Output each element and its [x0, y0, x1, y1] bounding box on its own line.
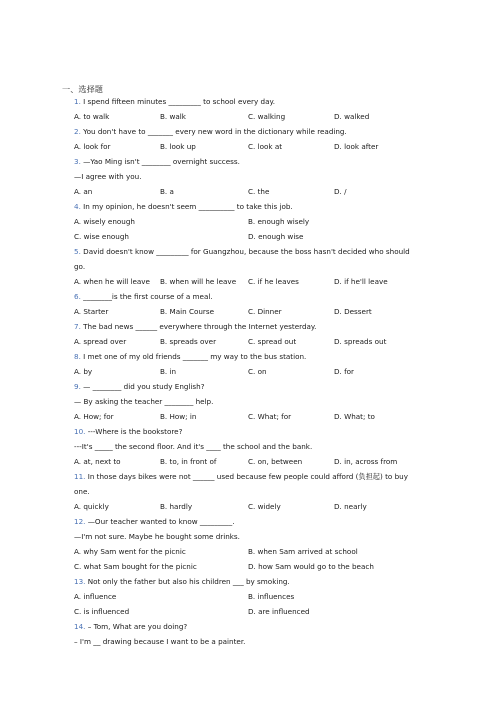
question-3-option-d[interactable]: D. /: [334, 187, 347, 196]
question-text: ________is the first course of a meal.: [83, 292, 213, 301]
question-text: I met one of my old friends _______ my way to the bus station.: [83, 352, 307, 361]
question-6-stem: [74, 292, 213, 302]
question-11-stem-line: one.: [74, 487, 90, 496]
question-5-option-b[interactable]: B. when will he leave: [160, 277, 237, 286]
question-13-option-c[interactable]: C. is influenced: [74, 607, 130, 616]
question-number: 7.: [74, 322, 84, 331]
question-number: 3.: [74, 157, 84, 166]
question-3-option-b[interactable]: B. a: [160, 187, 174, 196]
question-6-option-d[interactable]: D. Dessert: [334, 307, 372, 316]
question-number: 5.: [74, 247, 84, 256]
question-10-option-a[interactable]: A. at, next to: [74, 457, 121, 466]
question-text: — ________ did you study English?: [83, 382, 205, 391]
question-9-option-c[interactable]: C. What; for: [248, 412, 292, 421]
question-number: 10.: [74, 427, 88, 436]
question-4-option-c[interactable]: C. wise enough: [74, 232, 129, 241]
question-text: I spend fifteen minutes _________ to school every day.: [83, 97, 276, 106]
question-1-option-d[interactable]: D. walked: [334, 112, 370, 121]
question-14-stem: [74, 622, 187, 632]
question-number: 11.: [74, 472, 88, 481]
question-text: ---Where is the bookstore?: [87, 427, 183, 436]
question-text: —Yao Ming isn't ________ overnight success.: [83, 157, 240, 166]
question-5-stem: [74, 247, 410, 257]
question-3-stem: [74, 157, 240, 167]
question-3-option-a[interactable]: A. an: [74, 187, 93, 196]
question-13-option-b[interactable]: B. influences: [248, 592, 295, 601]
question-text: The bad news ______ everywhere through the Internet yesterday.: [83, 322, 317, 331]
question-13-option-d[interactable]: D. are influenced: [248, 607, 310, 616]
question-7-option-d[interactable]: D. spreads out: [334, 337, 387, 346]
question-13-stem: [74, 577, 290, 587]
question-5-option-d[interactable]: D. if he'll leave: [334, 277, 388, 286]
question-9-stem-line: — By asking the teacher ________ help.: [74, 397, 214, 406]
question-6-option-b[interactable]: B. Main Course: [160, 307, 215, 316]
question-13-option-a[interactable]: A. influence: [74, 592, 117, 601]
question-1-option-c[interactable]: C. walking: [248, 112, 286, 121]
question-number: 8.: [74, 352, 84, 361]
section-title: 一、选择题: [62, 84, 103, 94]
question-9-stem: [74, 382, 205, 392]
question-text: In those days bikes were not ______ used because few people could afford (负担起) to buy: [87, 472, 408, 481]
question-text: David doesn't know _________ for Guangzhou, because the boss hasn't decided who should: [83, 247, 410, 256]
question-number: 6.: [74, 292, 84, 301]
question-6-option-a[interactable]: A. Starter: [74, 307, 109, 316]
question-2-option-b[interactable]: B. look up: [160, 142, 196, 151]
question-8-option-a[interactable]: A. by: [74, 367, 93, 376]
question-9-option-d[interactable]: D. What; to: [334, 412, 375, 421]
question-11-option-d[interactable]: D. nearly: [334, 502, 367, 511]
question-5-option-c[interactable]: C. if he leaves: [248, 277, 299, 286]
question-2-option-c[interactable]: C. look at: [248, 142, 283, 151]
question-1-option-a[interactable]: A. to walk: [74, 112, 110, 121]
question-text: You don't have to _______ every new word in the dictionary while reading.: [83, 127, 347, 136]
question-4-option-d[interactable]: D. enough wise: [248, 232, 304, 241]
question-7-option-a[interactable]: A. spread over: [74, 337, 127, 346]
question-9-option-a[interactable]: A. How; for: [74, 412, 114, 421]
question-2-stem: [74, 127, 347, 137]
question-5-stem-line: go.: [74, 262, 86, 271]
question-2-option-a[interactable]: A. look for: [74, 142, 111, 151]
question-text: —Our teacher wanted to know _________.: [87, 517, 235, 526]
question-11-option-a[interactable]: A. quickly: [74, 502, 109, 511]
question-8-option-d[interactable]: D. for: [334, 367, 354, 376]
question-7-option-b[interactable]: B. spreads over: [160, 337, 217, 346]
question-number: 12.: [74, 517, 88, 526]
question-text: Not only the father but also his children ___ by smoking.: [87, 577, 290, 586]
question-4-option-a[interactable]: A. wisely enough: [74, 217, 135, 226]
question-number: 14.: [74, 622, 88, 631]
question-3-option-c[interactable]: C. the: [248, 187, 270, 196]
question-10-option-d[interactable]: D. in, across from: [334, 457, 398, 466]
question-12-option-b[interactable]: B. when Sam arrived at school: [248, 547, 358, 556]
question-number: 2.: [74, 127, 84, 136]
question-12-option-d[interactable]: D. how Sam would go to the beach: [248, 562, 374, 571]
question-10-stem-line: ---It's _____ the second floor. And it's ____ the school and the bank.: [74, 442, 313, 451]
question-10-stem: [74, 427, 182, 437]
question-1-stem: [74, 97, 275, 107]
question-8-stem: [74, 352, 306, 362]
question-8-option-b[interactable]: B. in: [160, 367, 177, 376]
question-6-option-c[interactable]: C. Dinner: [248, 307, 282, 316]
question-3-stem-line: —I agree with you.: [74, 172, 142, 181]
question-11-stem: [74, 472, 408, 482]
question-number: 9.: [74, 382, 84, 391]
question-7-stem: [74, 322, 316, 332]
question-10-option-c[interactable]: C. on, between: [248, 457, 303, 466]
question-4-option-b[interactable]: B. enough wisely: [248, 217, 310, 226]
question-9-option-b[interactable]: B. How; in: [160, 412, 197, 421]
question-12-stem: [74, 517, 235, 527]
question-number: 1.: [74, 97, 84, 106]
question-11-option-c[interactable]: C. widely: [248, 502, 281, 511]
question-12-option-a[interactable]: A. why Sam went for the picnic: [74, 547, 186, 556]
question-4-stem: [74, 202, 293, 212]
question-12-option-c[interactable]: C. what Sam bought for the picnic: [74, 562, 197, 571]
question-5-option-a[interactable]: A. when he will leave: [74, 277, 150, 286]
question-12-stem-line: —I'm not sure. Maybe he bought some drinks.: [74, 532, 240, 541]
question-7-option-c[interactable]: C. spread out: [248, 337, 297, 346]
question-2-option-d[interactable]: D. look after: [334, 142, 379, 151]
question-14-stem-line: – I'm __ drawing because I want to be a painter.: [74, 637, 246, 646]
question-number: 4.: [74, 202, 84, 211]
question-11-option-b[interactable]: B. hardly: [160, 502, 193, 511]
question-number: 13.: [74, 577, 88, 586]
question-text: – Tom, What are you doing?: [87, 622, 188, 631]
question-10-option-b[interactable]: B. to, in front of: [160, 457, 217, 466]
question-text: In my opinion, he doesn't seem __________ to take this job.: [83, 202, 293, 211]
question-8-option-c[interactable]: C. on: [248, 367, 267, 376]
question-1-option-b[interactable]: B. walk: [160, 112, 186, 121]
